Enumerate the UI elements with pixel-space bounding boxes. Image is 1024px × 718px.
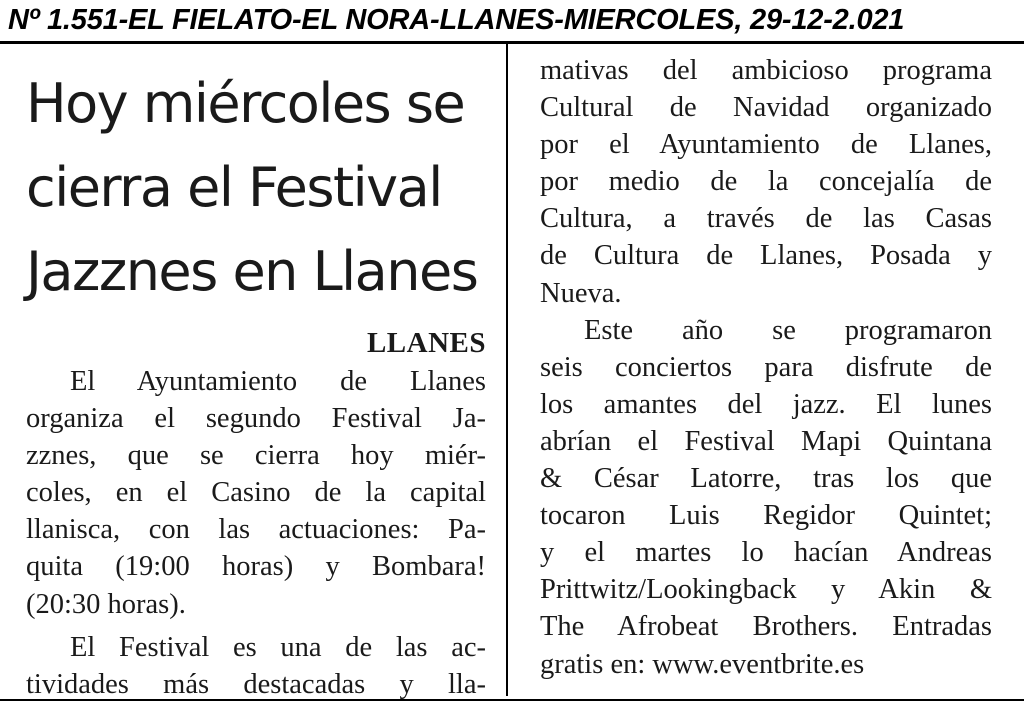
article-column-right bbox=[540, 52, 992, 683]
text-line: tocaron Luis Regidor Quintet; bbox=[540, 500, 992, 532]
text-line: zznes, que se cierra hoy miér- bbox=[26, 440, 486, 472]
headline-line: cierra el Festival bbox=[26, 156, 442, 219]
text-line: los amantes del jazz. El lunes bbox=[540, 388, 992, 420]
text-line: Cultura, a través de las Casas bbox=[540, 203, 992, 235]
text-line: Nueva. bbox=[540, 277, 622, 309]
article-dateline: LLANES bbox=[366, 327, 486, 359]
text-line: The Afrobeat Brothers. Entradas bbox=[540, 611, 992, 643]
text-line: llanisca, con las actuaciones: Pa- bbox=[26, 514, 486, 546]
masthead-header: Nº 1.551-EL FIELATO-EL NORA-LLANES-MIERCOLES, 29-12-2.021 bbox=[8, 4, 905, 36]
text-line: Prittwitz/Lookingback y Akin & bbox=[540, 574, 992, 606]
text-line: Cultural de Navidad organizado bbox=[540, 92, 992, 124]
headline-line: Hoy miércoles se bbox=[26, 72, 465, 135]
text-line: abrían el Festival Mapi Quintana bbox=[540, 425, 992, 457]
text-line: por medio de la concejalía de bbox=[540, 166, 992, 198]
text-line: seis conciertos para disfrute de bbox=[540, 351, 992, 383]
text-line: por el Ayuntamiento de Llanes, bbox=[540, 129, 992, 161]
text-line: de Cultura de Llanes, Posada y bbox=[540, 240, 992, 272]
text-line: organiza el segundo Festival Ja- bbox=[26, 403, 486, 435]
text-line: (20:30 horas). bbox=[26, 588, 186, 620]
text-line: gratis en: www.eventbrite.es bbox=[540, 648, 865, 680]
headline-line: Jazznes en Llanes bbox=[26, 240, 478, 303]
article-column-left bbox=[26, 363, 486, 703]
masthead-divider bbox=[0, 41, 1024, 44]
text-line: mativas del ambicioso programa bbox=[540, 55, 992, 86]
text-line: & César Latorre, tras los que bbox=[540, 463, 992, 495]
text-line: coles, en el Casino de la capital bbox=[26, 477, 486, 509]
column-divider bbox=[506, 44, 508, 696]
article-headline bbox=[26, 62, 496, 314]
text-line: El Festival es una de las ac- bbox=[70, 631, 486, 663]
text-line: y el martes lo hacían Andreas bbox=[540, 537, 992, 569]
text-line: Este año se programaron bbox=[584, 314, 992, 346]
text-line: tividades más destacadas y lla- bbox=[26, 668, 486, 700]
text-line: quita (19:00 horas) y Bombara! bbox=[26, 551, 486, 583]
text-line: El Ayuntamiento de Llanes bbox=[70, 366, 486, 397]
